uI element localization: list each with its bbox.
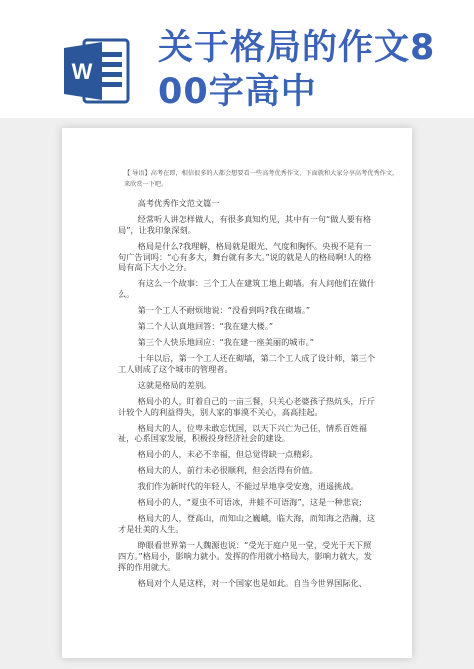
paragraph: 格局小的人，未必不幸福，但总觉得缺一点精彩。	[137, 449, 318, 460]
page-title-line-2: 00字高中	[158, 72, 317, 112]
paragraph: 格局大的人，前行未必很顺利，但会活得有价值。	[137, 465, 318, 476]
paragraph: 有这么一个故事：三个工人在建筑工地上砌墙。有人问他们在做什么。	[118, 278, 376, 300]
paragraph: 我们作为新时代的年轻人，不能过早地享受安逸，逍遥挑战。	[137, 481, 359, 492]
paragraph: 格局小的人，“夏虫不可语冰，井蛙不可语海”，这是一种悲哀;	[137, 497, 362, 508]
essay-body	[118, 198, 376, 594]
paragraph: 第二个人认真地回答：“我在建大楼。”	[137, 321, 274, 332]
paragraph: 格局大的人，登高山，而知山之巍峨，临大海，而知海之浩瀚，这才是壮美的人生。	[118, 513, 376, 535]
paragraph: 经常听人讲怎样做人，有很多真知灼见，其中有一句“做人要有格局”，让我印象深刻。	[118, 213, 372, 235]
svg-text:W: W	[71, 59, 93, 84]
page-title	[158, 26, 458, 114]
paragraph: 第三个人快乐地回应：“我在建一座美丽的城市。”	[137, 337, 314, 348]
intro-note: 【 导语】高考在即，相信很多的人都会想要看一些高考优秀作文，下面就和大家分享高考优秀作文，来欣赏一下吧。	[124, 170, 399, 188]
paragraph: 睁眼看世界第一人魏源也说：“受光于庭户见一堂，受光于天下照四方。”格局小，影响力就小。发挥的作用就小格局大，影响力就大，发挥的作用就大。	[118, 540, 372, 572]
document-header	[0, 0, 474, 118]
word-document-icon	[64, 38, 130, 104]
paragraph: 格局对个人是这样，对一个国家也是如此。自当今世界国际化、	[137, 577, 367, 588]
paragraph: 十年以后，第一个工人还在砌墙，第二个工人成了设计师，第三个工人则成了这个城市的管理者。	[118, 353, 376, 374]
essay-heading: 高考优秀作文范文篇一	[137, 198, 220, 208]
page-title-line-1: 关于格局的作文8	[158, 28, 436, 68]
paragraph: 格局大的人，位卑未敢忘忧国，以天下兴亡为己任，情系百姓福祉，心系国家发展，积极投身经济社会的建设。	[118, 422, 367, 444]
paragraph: 格局是什么?我理解，格局就是眼光、气度和胸怀。央视不是有一句广告词吗：“心有多大，舞台就有多大。”说的就是人的格局啊!人的格局有高下大小之分。	[118, 240, 372, 273]
paragraph: 格局小的人，盯着自己的一亩三餐，只关心老婆孩子热炕头，斤斤计较个人的利益得失，别人家的事漠不关心，高高挂起。	[118, 395, 376, 417]
document-page	[62, 128, 412, 658]
paragraph: 第一个工人不耐烦地说：“没看到吗?我在砌墙。”	[137, 305, 311, 316]
paragraph: 这就是格局的差别。	[137, 379, 212, 390]
